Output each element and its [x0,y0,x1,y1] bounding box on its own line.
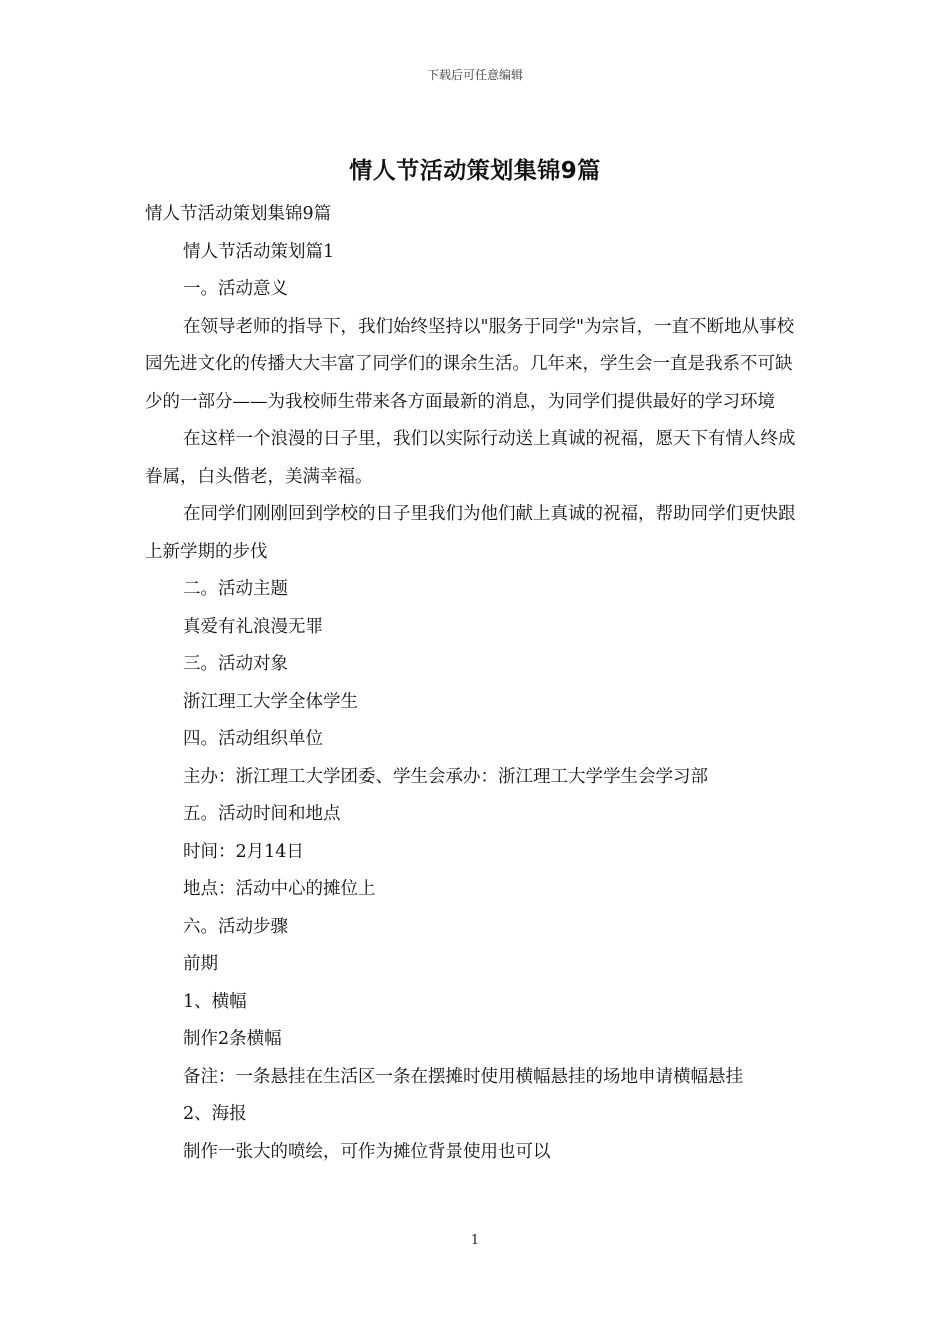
document-title: 情人节活动策划集锦9篇 [349,158,601,184]
paragraph: 时间：2月14日 [183,841,304,862]
paragraph: 地点：活动中心的摊位上 [183,879,376,899]
paragraph: 真爱有礼浪漫无罪 [183,616,323,637]
document-body [145,196,807,1171]
paragraph: 备注：一条悬挂在生活区一条在摆摊时使用横幅悬挂的场地申请横幅悬挂 [183,1066,743,1087]
paragraph: 五。活动时间和地点 [183,804,341,824]
page-number: 1 [470,1233,480,1248]
paragraph: 六。活动步骤 [183,916,288,937]
paragraph: 情人节活动策划篇1 [183,241,335,262]
paragraph: 浙江理工大学全体学生 [183,691,358,712]
paragraph: 在这样一个浪漫的日子里，我们以实际行动送上真诚的祝福，愿天下有情人终成眷属，白头偕老，美满幸福。 [145,429,796,487]
paragraph: 2、海报 [183,1104,247,1124]
paragraph: 前期 [183,954,218,974]
paragraph: 二。活动主题 [183,579,288,599]
paragraph: 制作一张大的喷绘，可作为摊位背景使用也可以 [183,1141,551,1162]
paragraph: 四。活动组织单位 [183,729,323,749]
paragraph: 三。活动对象 [183,654,288,674]
paragraph: 主办：浙江理工大学团委、学生会承办：浙江理工大学学生会学习部 [183,766,708,787]
paragraph: 在领导老师的指导下，我们始终坚持以"服务于同学"为宗旨，一直不断地从事校园先进文化的传播大大丰富了同学们的课余生活。几年来，学生会一直是我系不可缺少的一部分——为我校师生带来各方面最新的消息，为同学们提供最好的学习环境 [145,316,795,412]
paragraph: 1、横幅 [183,991,247,1012]
paragraph: 制作2条横幅 [183,1029,282,1049]
paragraph: 情人节活动策划集锦9篇 [145,204,332,224]
page-header-note: 下载后可任意编辑 [426,68,523,82]
paragraph: 一。活动意义 [183,279,288,299]
paragraph: 在同学们刚刚回到学校的日子里我们为他们献上真诚的祝福，帮助同学们更快跟上新学期的步伐 [145,504,796,562]
